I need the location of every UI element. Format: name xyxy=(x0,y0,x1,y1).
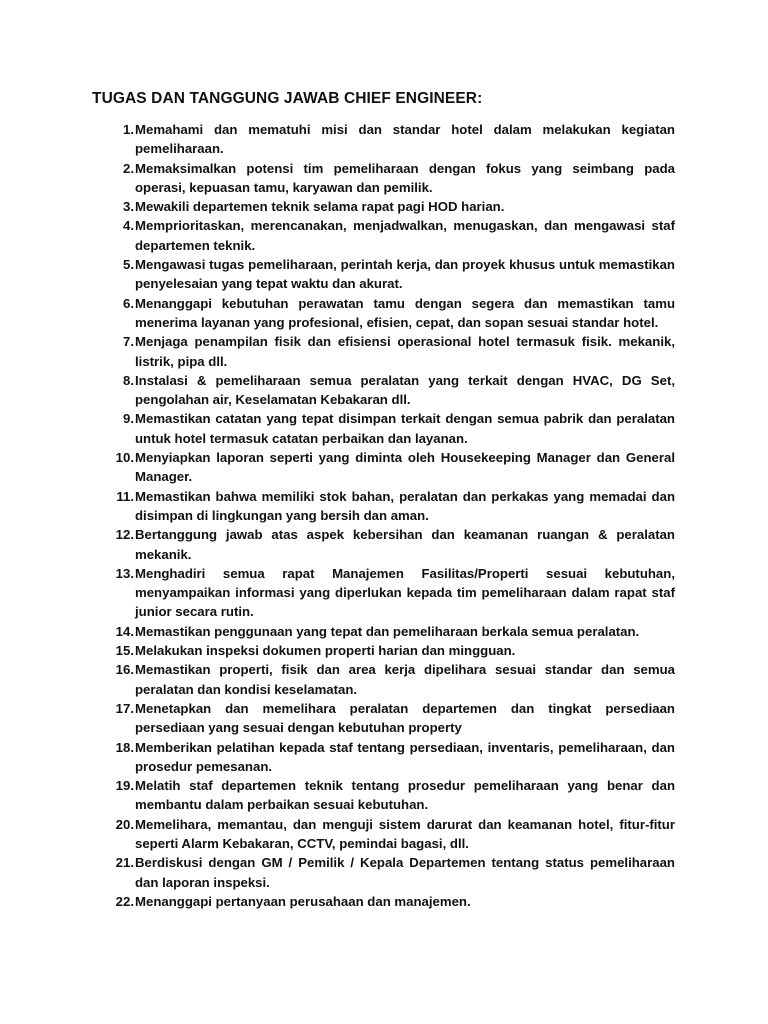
list-item xyxy=(100,564,675,622)
item-text: Mewakili departemen teknik selama rapat pagi HOD harian. xyxy=(135,199,505,215)
item-text: Menjaga penampilan fisik dan efisiensi operasional hotel termasuk fisik. mekanik, listrik, pipa dll. xyxy=(135,334,675,369)
list-item xyxy=(100,197,675,216)
item-text: Memastikan properti, fisik dan area kerja dipelihara sesuai standar dan semua peralatan dan kondisi keselamatan. xyxy=(135,662,675,697)
item-text: Melakukan inspeksi dokumen properti harian dan mingguan. xyxy=(135,643,516,659)
item-text: Memberikan pelatihan kepada staf tentang persediaan, inventaris, pemeliharaan, dan prosedur pemesanan. xyxy=(135,739,675,774)
list-item xyxy=(100,660,675,699)
list-item xyxy=(100,892,675,911)
list-item xyxy=(100,853,675,892)
item-text: Melatih staf departemen teknik tentang prosedur pemeliharaan yang benar dan membantu dalam perbaikan sesuai kebutuhan. xyxy=(135,778,675,813)
item-number: 11. xyxy=(116,488,134,504)
list-item xyxy=(100,487,675,526)
item-text: Menghadiri semua rapat Manajemen Fasilitas/Properti sesuai kebutuhan, menyampaikan informasi yang diperlukan kepada tim pemeliharaan dalam rapat staf junior secara rutin. xyxy=(135,565,675,620)
item-number: 15. xyxy=(115,643,134,659)
item-number: 5. xyxy=(123,257,134,273)
list-item xyxy=(100,815,675,854)
item-number: 7. xyxy=(123,334,134,350)
list-item xyxy=(100,294,675,333)
list-item xyxy=(100,409,675,448)
list-item xyxy=(100,120,675,159)
list-item xyxy=(100,641,675,660)
list-item xyxy=(100,255,675,294)
item-text: Menanggapi pertanyaan perusahaan dan manajemen. xyxy=(135,893,471,909)
item-text: Memprioritaskan, merencanakan, menjadwalkan, menugaskan, dan mengawasi staf departemen teknik. xyxy=(135,218,675,253)
item-number: 14. xyxy=(115,623,134,639)
item-number: 13. xyxy=(115,565,134,581)
document-title: TUGAS DAN TANGGUNG JAWAB CHIEF ENGINEER: xyxy=(92,90,483,107)
item-number: 9. xyxy=(123,411,134,427)
item-text: Bertanggung jawab atas aspek kebersihan dan keamanan ruangan & peralatan mekanik. xyxy=(135,527,675,562)
item-number: 1. xyxy=(123,122,134,137)
item-number: 18. xyxy=(115,739,134,755)
item-text: Menetapkan dan memelihara peralatan departemen dan tingkat persediaan persediaan yang sesuai dengan kebutuhan property xyxy=(135,700,675,736)
list-item xyxy=(100,525,675,564)
item-number: 2. xyxy=(123,160,134,176)
list-item xyxy=(100,622,675,641)
item-text: Mengawasi tugas pemeliharaan, perintah kerja, dan proyek khusus untuk memastikan penyelesaian yang tepat waktu dan akurat. xyxy=(135,257,675,292)
list-item xyxy=(100,448,675,487)
item-number: 4. xyxy=(123,218,134,234)
list-item xyxy=(100,159,675,198)
item-number: 20. xyxy=(115,816,134,832)
item-text: Memahami dan mematuhi misi dan standar hotel dalam melakukan kegiatan pemeliharaan. xyxy=(135,122,675,157)
list-item xyxy=(100,776,675,815)
item-number: 10. xyxy=(115,450,134,466)
item-text: Menanggapi kebutuhan perawatan tamu dengan segera dan memastikan tamu menerima layanan yang profesional, efisien, cepat, dan sopan sesuai standar hotel. xyxy=(135,295,675,330)
item-number: 6. xyxy=(123,295,134,311)
item-number: 17. xyxy=(115,700,134,716)
item-number: 3. xyxy=(123,199,134,215)
item-text: Menyiapkan laporan seperti yang diminta oleh Housekeeping Manager dan General Manager. xyxy=(135,450,675,485)
list-item xyxy=(100,371,675,410)
item-number: 21. xyxy=(115,855,134,871)
item-number: 8. xyxy=(123,372,134,388)
item-text: Memastikan penggunaan yang tepat dan pemeliharaan berkala semua peralatan. xyxy=(135,623,640,639)
item-number: 22. xyxy=(115,893,134,909)
duty-list xyxy=(100,120,675,911)
item-text: Berdiskusi dengan GM / Pemilik / Kepala Departemen tentang status pemeliharaan dan laporan inspeksi. xyxy=(135,855,675,890)
list-item xyxy=(100,216,675,255)
list-item xyxy=(100,699,675,738)
item-number: 16. xyxy=(115,662,134,678)
item-text: Memastikan catatan yang tepat disimpan terkait dengan semua pabrik dan peralatan untuk hotel termasuk catatan perbaikan dan layanan. xyxy=(135,411,675,446)
item-text: Memaksimalkan potensi tim pemeliharaan dengan fokus yang seimbang pada operasi, kepuasan tamu, karyawan dan pemilik. xyxy=(135,160,675,195)
item-text: Memelihara, memantau, dan menguji sistem darurat dan keamanan hotel, fitur-fitur seperti Alarm Kebakaran, CCTV, pemindai bagasi, dll. xyxy=(135,816,675,851)
list-item xyxy=(100,332,675,371)
item-text: Memastikan bahwa memiliki stok bahan, peralatan dan perkakas yang memadai dan disimpan di lingkungan yang bersih dan aman. xyxy=(135,488,675,523)
item-number: 12. xyxy=(115,527,134,543)
item-text: Instalasi & pemeliharaan semua peralatan yang terkait dengan HVAC, DG Set, pengolahan air, Keselamatan Kebakaran dll. xyxy=(135,372,675,408)
list-item xyxy=(100,738,675,777)
item-number: 19. xyxy=(115,778,134,794)
